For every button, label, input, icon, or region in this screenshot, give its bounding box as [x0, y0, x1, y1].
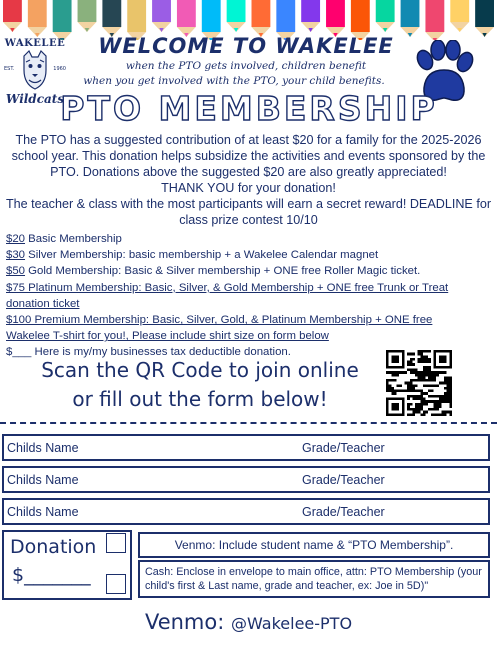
logo-year-text: 1960 [53, 66, 66, 72]
pencil-body [475, 0, 494, 27]
intro-text [4, 132, 493, 228]
tier-30 [6, 247, 494, 263]
tier-custom-blank: $___ [6, 346, 32, 359]
pencil-body [351, 0, 370, 32]
pencil-body [177, 0, 196, 27]
pencil-body [301, 0, 320, 22]
welcome-heading: WELCOME TO WAKELEE [98, 34, 394, 58]
child-row-1 [2, 434, 490, 461]
child-row-3 [2, 498, 490, 525]
pencil-body [127, 0, 146, 32]
tier-20 [6, 231, 494, 247]
tier-100-line-1: $100 Premium Membership: Basic, Silver, Gold, & Platinum Membership + ONE free [6, 314, 433, 327]
tier-20-price: $20 [6, 233, 26, 245]
tier-50-price: $50 [6, 265, 26, 278]
tier-50 [6, 263, 494, 279]
pencil-body [376, 0, 395, 22]
scan-line-1: Scan the QR Code to join online [41, 358, 359, 382]
child-name-label: Childs Name [7, 505, 79, 519]
logo-est-text: EST. [4, 66, 15, 72]
cash-checkbox[interactable] [106, 574, 126, 594]
pencil-body [401, 0, 420, 27]
contest-line: The teacher & class with the most participants will earn a secret reward! DEADLINE for class prize contest 10/10 [5, 197, 492, 227]
child-name-label: Childs Name [7, 473, 79, 487]
page-title: PTO MEMBERSHIP [60, 89, 438, 128]
logo-top-text: WAKELEE [4, 38, 66, 49]
pencil-body [450, 0, 469, 22]
tier-100-line-2: Wakelee T-shirt for you!, Please include shirt size on form below [6, 330, 329, 343]
qr-code[interactable] [386, 350, 452, 416]
grade-teacher-label: Grade/Teacher [302, 441, 385, 455]
tier-custom-desc: Here is my/my businesses tax deductible donation. [31, 346, 291, 359]
pencil-body [202, 0, 221, 32]
donation-amount-blank: $_______ [12, 564, 91, 586]
pencil-body [252, 0, 271, 27]
tier-30-desc: Silver Membership: basic membership + a Wakelee Calendar magnet [25, 249, 379, 262]
child-row-2 [2, 466, 490, 493]
tagline-1: when the PTO gets involved, children benefit [125, 60, 367, 72]
intro-paragraph: The PTO has a suggested contribution of at least $20 for a family for the 2025-2026 school year. This donation helps subsidize the activities and events sponsored by the PTO. Donations above the suggested $20 are also greatly appreciated! [11, 133, 486, 179]
cut-line-divider [0, 422, 497, 424]
venmo-note-box: Venmo: Include student name & “PTO Membership”. [138, 532, 490, 558]
venmo-label: Venmo: [144, 610, 231, 634]
tier-75-line-1: $75 Platinum Membership: Basic, Silver, & Gold Membership + ONE free Trunk or Treat [6, 281, 449, 294]
logo-bottom-text: Wildcats [5, 92, 65, 106]
venmo-handle[interactable]: @Wakelee-PTO [230, 614, 353, 633]
donation-label: Donation [10, 536, 97, 558]
pencil-body [102, 0, 121, 27]
pencil-body [425, 0, 444, 32]
pencil-body [53, 0, 72, 32]
pencil-body [276, 0, 295, 32]
pencil-body [78, 0, 97, 22]
cash-note-box: Cash: Enclose in envelope to main office, attn: PTO Membership (your child's first & Last name, grade and teacher, ex: Joe in 5D)" [138, 560, 490, 598]
pencil-body [227, 0, 246, 22]
pencil-body [28, 0, 47, 27]
tier-30-price: $30 [6, 249, 26, 262]
pencil-body [152, 0, 171, 22]
child-name-label: Childs Name [7, 441, 79, 455]
scan-prompt [30, 356, 370, 414]
thank-you-line: THANK YOU for your donation! [161, 181, 336, 195]
venmo-checkbox[interactable] [106, 533, 126, 553]
pencil-body [326, 0, 345, 27]
tagline-2: when you get involved with the PTO, your child benefits. [83, 75, 385, 87]
venmo-footer [0, 610, 497, 634]
grade-teacher-label: Grade/Teacher [302, 505, 385, 519]
scan-line-2: or fill out the form below! [72, 387, 328, 411]
membership-tiers [6, 231, 494, 361]
tier-20-desc: Basic Membership [25, 233, 122, 245]
pencil-body [3, 0, 22, 22]
tier-75-line-2: donation ticket [6, 297, 80, 310]
grade-teacher-label: Grade/Teacher [302, 473, 385, 487]
wildcat-mascot-icon [21, 50, 49, 90]
tier-50-desc: Gold Membership: Basic & Silver membership + ONE free Roller Magic ticket. [25, 265, 421, 278]
